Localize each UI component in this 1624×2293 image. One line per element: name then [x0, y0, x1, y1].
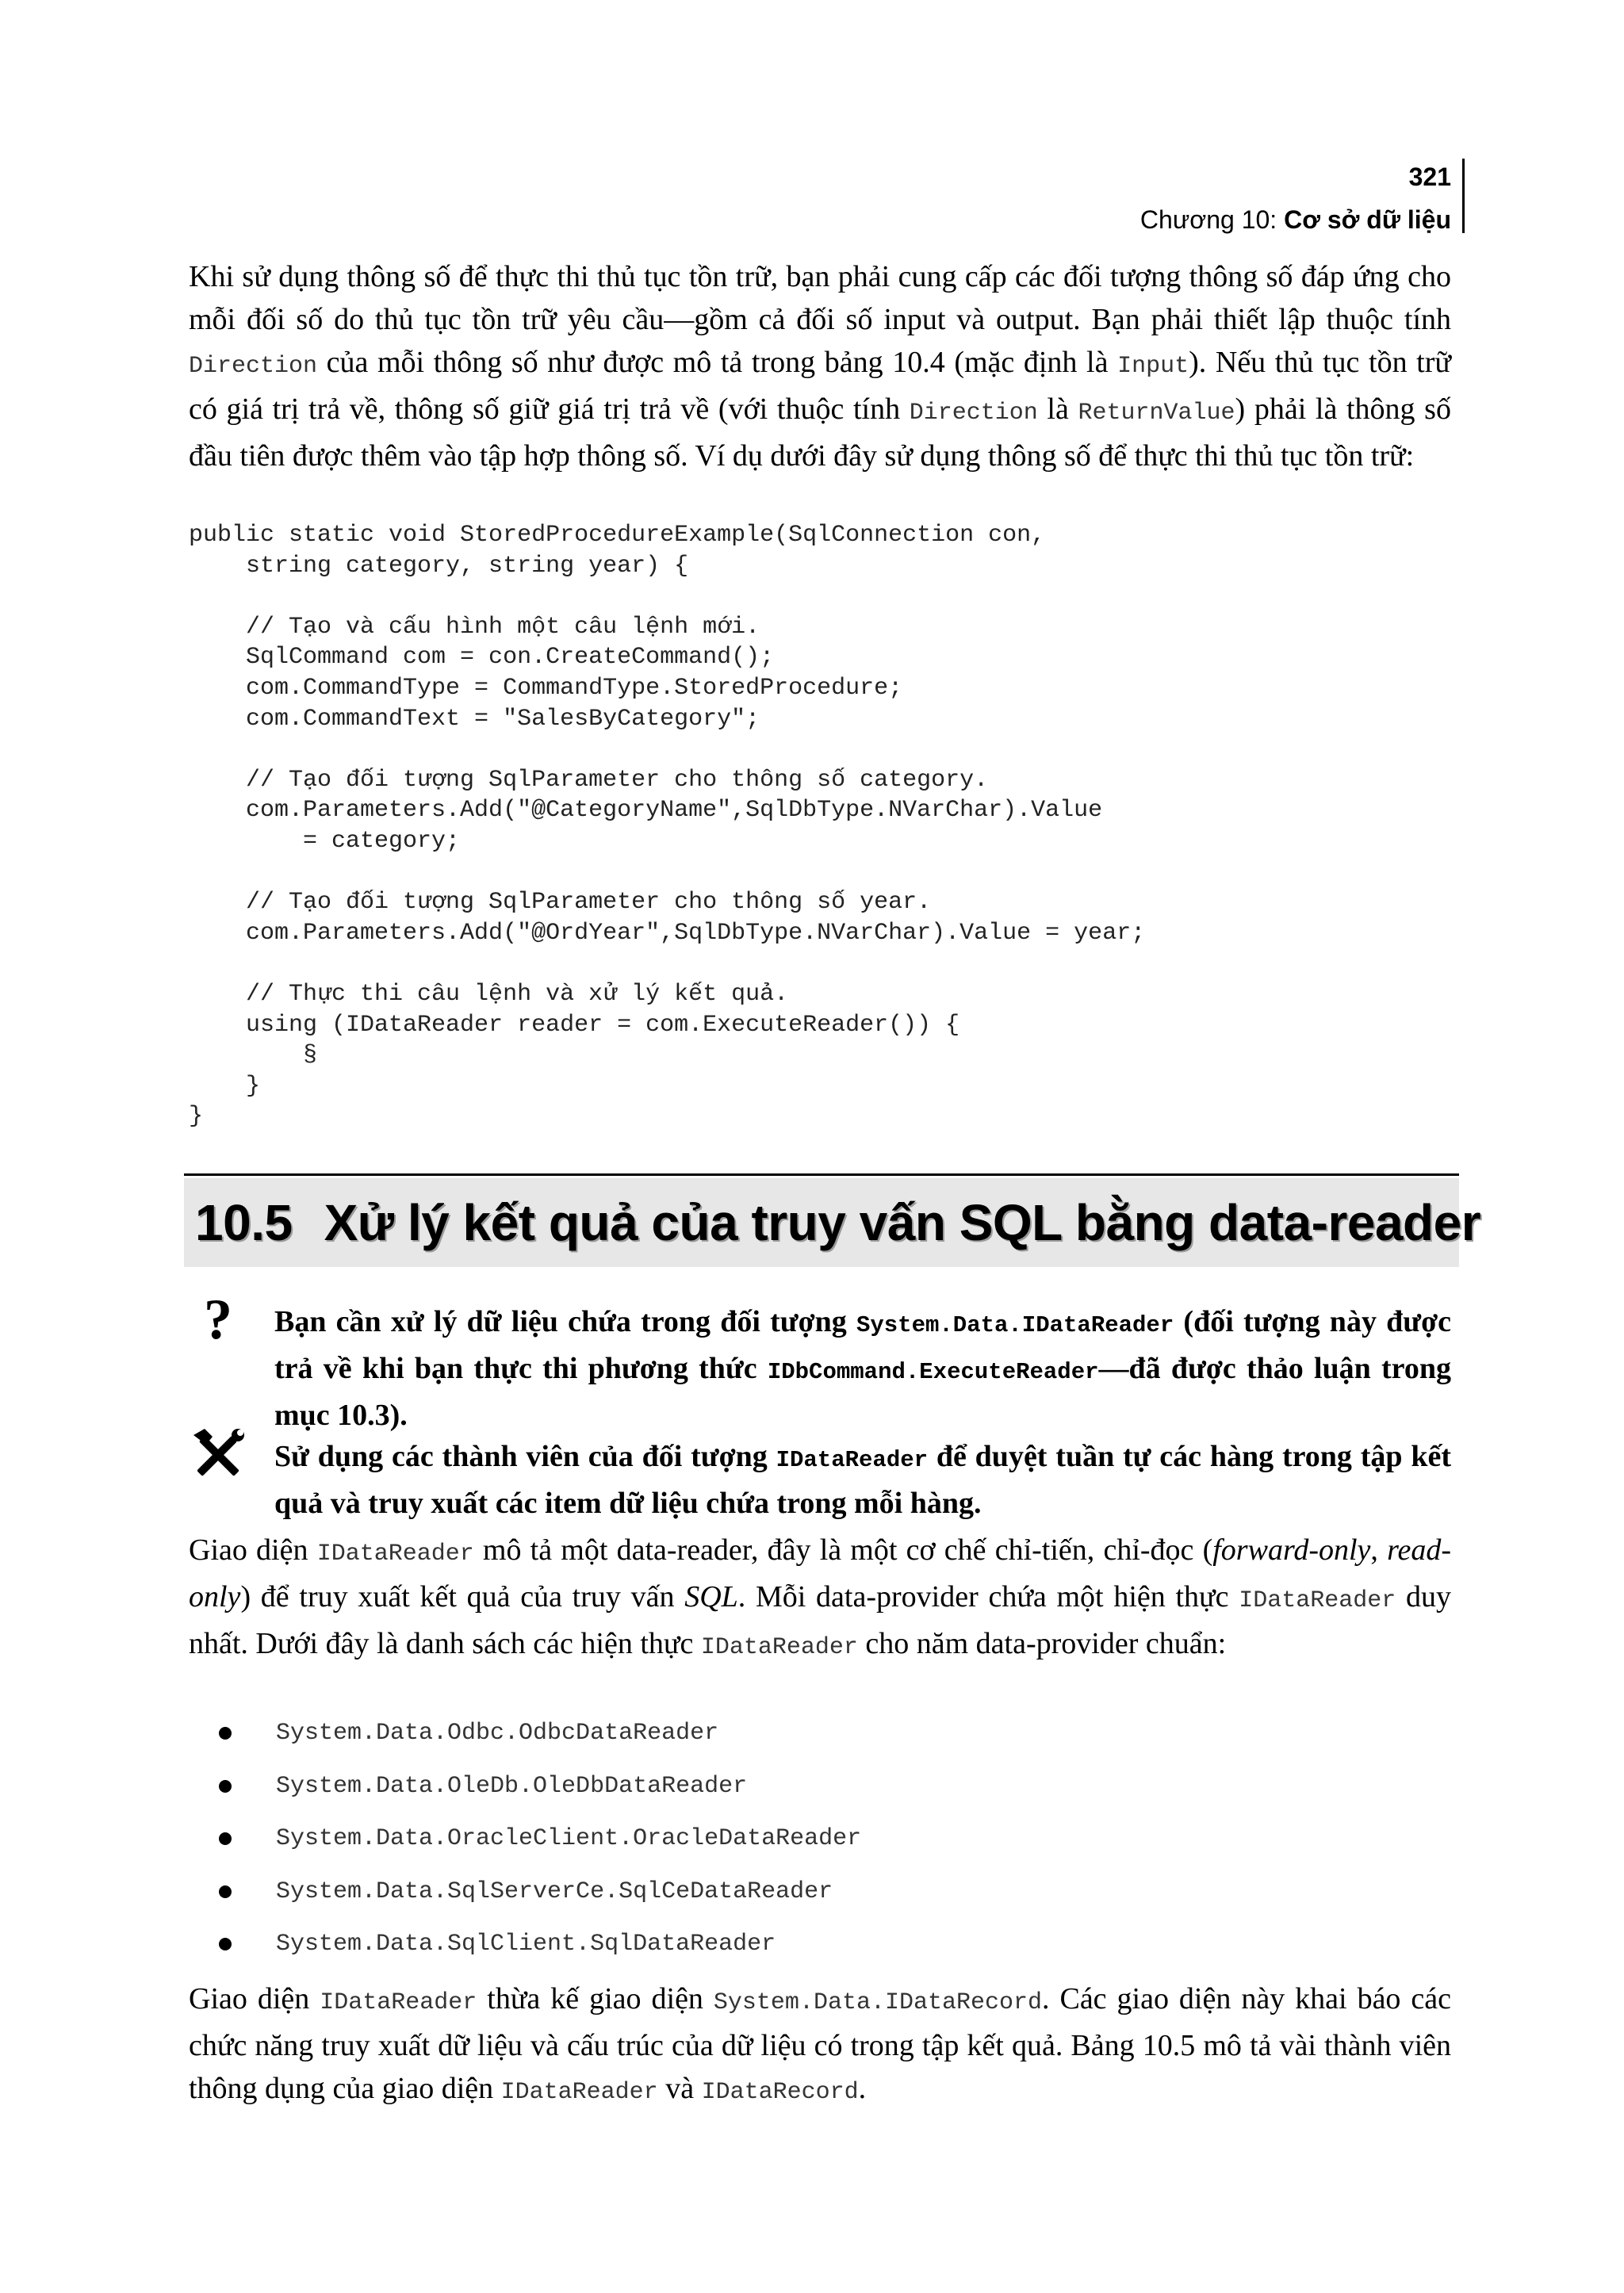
bullet-icon — [219, 1727, 232, 1740]
inline-code: IDataRecord — [701, 2079, 859, 2106]
page-number: 321 — [1408, 163, 1451, 191]
inline-code: IDataReader — [500, 2079, 658, 2106]
inline-code: System.Data.IDataReader — [856, 1312, 1174, 1338]
section-rule — [184, 1173, 1459, 1176]
inline-code: Input — [1117, 353, 1189, 380]
solution-text: Sử dụng các thành viên của đối tượng IDataReader để duyệt tuần tự các hàng trong tập kết quả và truy xuất các item dữ liệu chứa trong mỗi hàng. — [274, 1440, 1452, 1520]
header-rule — [1462, 159, 1465, 233]
inline-code: Direction — [189, 353, 318, 380]
inline-code: IDbCommand.ExecuteReader — [767, 1359, 1099, 1385]
inline-code: ReturnValue — [1078, 400, 1235, 427]
inline-code: IDataReader — [316, 1541, 474, 1568]
intro-paragraph: Khi sử dụng thông số để thực thi thủ tục tồn trữ, bạn phải cung cấp các đối tượng thông số đáp ứng cho mỗi đối số do thủ tục tồn trữ yêu cầu—gồm cả đối số input và output. Bạn phải thiết lập thuộc tính Direction của mỗi thông số như được mô tả trong bảng 10.4 (mặc định là Input). Nếu thủ tục tồn trữ có giá trị trả về, thông số giữ giá trị trả về (với thuộc tính Direction là ReturnValue) phải là thông số đầu tiên được thêm vào tập hợp thông số. Ví dụ dưới đây sử dụng thông số để thực thi thủ tục tồn trữ: — [189, 260, 1451, 473]
inline-code: IDataReader — [1239, 1587, 1396, 1614]
section-number: 10.5 — [195, 1194, 293, 1251]
section-heading — [195, 1186, 1480, 1259]
chapter-label: Chương 10: — [1139, 205, 1285, 234]
inline-code: IDataReader — [776, 1447, 929, 1473]
body-paragraph-2: Giao diện IDataReader thừa kế giao diện System.Data.IDataRecord. Các giao diện này khai báo các chức năng truy xuất dữ liệu và cấu trúc của dữ liệu có trong tập kết quả. Bảng 10.5 mô tả vài thành viên thông dụng của giao diện IDataReader và IDataRecord. — [189, 1982, 1452, 2106]
code-listing: public static void StoredProcedureExample(SqlConnection con, string category, string year) { // Tạo và cấu hình một câu lệnh mới. SqlCommand com = con.CreateCommand(); com.CommandType = CommandType.StoredProcedure; com.CommandText = "SalesByCategory"; // Tạo đối tượng SqlParameter cho thông số category. com.Parameters.Add("@CategoryName",SqlDbType.NVarChar).Value = category; // Tạo đối tượng SqlParameter cho thông số year. com.Parameters.Add("@OrdYear",SqlDbType.NVarChar).Value = year; // Thực thi câu lệnh và xử lý kết quả. using (IDataReader reader = com.ExecuteReader()) { § } } — [189, 522, 1146, 1131]
body-paragraph-1: Giao diện IDataReader mô tả một data-reader, đây là một cơ chế chỉ-tiến, chỉ-đọc (forward-only, read-only) để truy xuất kết quả của truy vấn SQL. Mỗi data-provider chứa một hiện thực IDataReader duy nhất. Dưới đây là danh sách các hiện thực IDataReader cho năm data-provider chuẩn: — [189, 1533, 1452, 1661]
problem-text: Bạn cần xử lý dữ liệu chứa trong đối tượng System.Data.IDataReader (đối tượng này được trả về khi bạn thực thi phương thức IDbCommand.ExecuteReader—đã được thảo luận trong mục 10.3). — [274, 1305, 1451, 1432]
tools-icon — [190, 1427, 246, 1483]
bullet-icon — [219, 1780, 232, 1793]
inline-code: System.Data.IDataRecord — [713, 1989, 1042, 2016]
inline-code: Direction — [909, 400, 1038, 427]
bullet-icon — [219, 1938, 232, 1950]
question-mark-icon — [190, 1291, 246, 1346]
inline-code: IDataReader — [700, 1634, 858, 1661]
chapter-line — [1140, 198, 1451, 241]
chapter-title: Cơ sở dữ liệu — [1284, 205, 1451, 234]
bullet-icon — [219, 1832, 232, 1845]
inline-code: IDataReader — [320, 1989, 477, 2016]
svg-text:?: ? — [204, 1291, 232, 1346]
section-title: Xử lý kết quả của truy vấn SQL bằng data-reader — [324, 1194, 1481, 1251]
bullet-icon — [219, 1885, 232, 1898]
running-header — [1140, 155, 1451, 241]
